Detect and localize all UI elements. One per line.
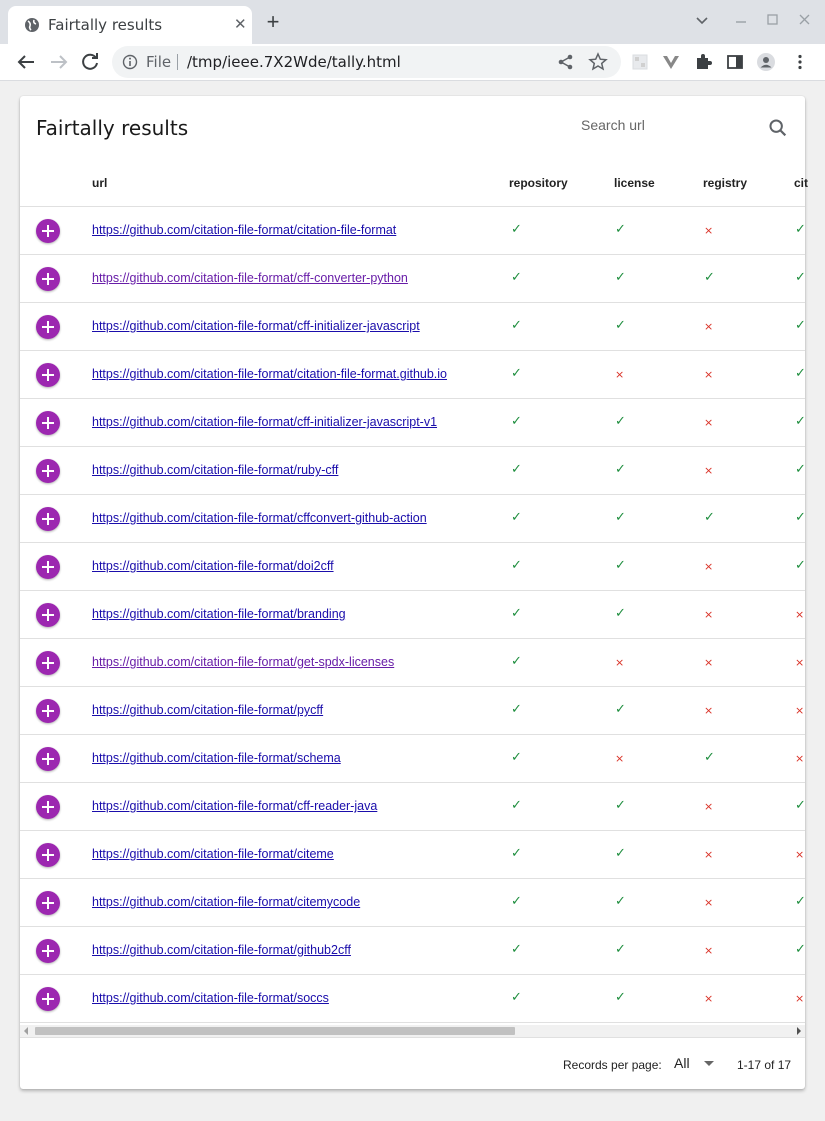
registry-status-icon: × [704, 416, 714, 429]
search-icon[interactable] [767, 117, 789, 139]
license-status-icon: ✓ [615, 702, 626, 717]
citation-status-icon: ✓ [795, 318, 806, 333]
table-row [20, 879, 805, 927]
registry-status-icon: × [704, 704, 714, 717]
pagination-range: 1-17 of 17 [737, 1058, 792, 1072]
license-status-icon: ✓ [615, 414, 626, 429]
repository-status-icon: ✓ [511, 606, 522, 621]
expand-row-plus-icon[interactable] [36, 795, 60, 819]
table-row [20, 303, 805, 351]
repository-status-icon: ✓ [511, 750, 522, 765]
expand-row-plus-icon[interactable] [36, 939, 60, 963]
table-row [20, 591, 805, 639]
citation-status-icon: × [795, 656, 805, 669]
registry-status-icon: × [704, 224, 714, 237]
registry-status-icon: × [704, 464, 714, 477]
records-per-page-select[interactable]: All [674, 1055, 690, 1071]
citation-status-icon: ✓ [795, 366, 806, 381]
registry-status-icon: × [704, 800, 714, 813]
license-status-icon: ✓ [615, 510, 626, 525]
bookmark-star-icon[interactable] [588, 52, 608, 72]
share-icon[interactable] [556, 52, 576, 72]
license-status-icon: ✓ [615, 270, 626, 285]
table-row [20, 207, 805, 255]
window-close-icon[interactable] [799, 14, 810, 25]
repo-url-link[interactable]: https://github.com/citation-file-format/cff-reader-java [92, 799, 378, 813]
license-status-icon: ✓ [615, 798, 626, 813]
expand-row-plus-icon[interactable] [36, 747, 60, 771]
records-per-page-label: Records per page: [563, 1058, 662, 1072]
repository-status-icon: ✓ [511, 366, 522, 381]
column-header-url[interactable]: url [92, 176, 108, 190]
repository-status-icon: ✓ [511, 270, 522, 285]
dropdown-caret-icon[interactable] [704, 1061, 714, 1066]
column-header-license[interactable]: license [614, 176, 655, 190]
results-card [20, 96, 809, 1089]
repo-url-link[interactable]: https://github.com/citation-file-format/get-spdx-licenses [92, 655, 395, 669]
browser-tab[interactable] [8, 6, 252, 44]
table-row [20, 351, 805, 399]
registry-status-icon: × [704, 320, 714, 333]
address-bar[interactable] [112, 46, 621, 78]
registry-status-icon: × [704, 656, 714, 669]
registry-status-icon: × [704, 944, 714, 957]
table-row [20, 975, 805, 1023]
search-box[interactable] [581, 113, 791, 143]
repository-status-icon: ✓ [511, 942, 522, 957]
expand-row-plus-icon[interactable] [36, 219, 60, 243]
repo-url-link[interactable]: https://github.com/citation-file-format/branding [92, 607, 346, 621]
citation-status-icon: ✓ [795, 510, 806, 525]
scrollbar-thumb[interactable] [35, 1027, 515, 1035]
repo-url-link[interactable]: https://github.com/citation-file-format/citation-file-format.github.io [92, 367, 448, 381]
expand-row-plus-icon[interactable] [36, 411, 60, 435]
repo-url-link[interactable]: https://github.com/citation-file-format/cffconvert-github-action [92, 511, 427, 525]
repo-url-link[interactable]: https://github.com/citation-file-format/ruby-cff [92, 463, 339, 477]
citation-status-icon: ✓ [795, 894, 806, 909]
column-header-registry[interactable]: registry [703, 176, 748, 190]
side-panel-icon[interactable] [725, 52, 745, 72]
table-row [20, 927, 805, 975]
registry-status-icon: × [704, 896, 714, 909]
page-content [0, 81, 825, 1121]
expand-row-plus-icon[interactable] [36, 891, 60, 915]
license-status-icon: ✓ [615, 462, 626, 477]
citation-status-icon: × [795, 848, 805, 861]
citation-status-icon: × [795, 608, 805, 621]
repository-status-icon: ✓ [511, 846, 522, 861]
citation-status-icon: ✓ [795, 558, 806, 573]
url-scheme-label: File [146, 53, 172, 71]
expand-row-plus-icon[interactable] [36, 315, 60, 339]
license-status-icon: ✓ [615, 558, 626, 573]
repository-status-icon: ✓ [511, 702, 522, 717]
search-input[interactable] [581, 117, 751, 133]
license-status-icon: × [615, 752, 625, 765]
expand-row-plus-icon[interactable] [36, 843, 60, 867]
registry-status-icon: × [704, 992, 714, 1005]
citation-status-icon: ✓ [795, 222, 806, 237]
citation-status-icon: × [795, 992, 805, 1005]
table-row [20, 735, 805, 783]
expand-row-plus-icon[interactable] [36, 699, 60, 723]
repo-url-link[interactable]: https://github.com/citation-file-format/cff-initializer-javascript [92, 319, 420, 333]
table-header [20, 157, 809, 207]
reload-icon[interactable] [78, 50, 102, 74]
citation-status-icon: × [795, 752, 805, 765]
repository-status-icon: ✓ [511, 798, 522, 813]
expand-row-plus-icon[interactable] [36, 651, 60, 675]
table-row [20, 639, 805, 687]
license-status-icon: × [615, 656, 625, 669]
scroll-left-arrow-icon[interactable] [24, 1027, 28, 1035]
registry-status-icon: × [704, 608, 714, 621]
horizontal-scrollbar[interactable] [20, 1025, 805, 1037]
repository-status-icon: ✓ [511, 414, 522, 429]
repo-url-link[interactable]: https://github.com/citation-file-format/cff-converter-python [92, 271, 408, 285]
repository-status-icon: ✓ [511, 318, 522, 333]
table-row [20, 399, 805, 447]
repo-url-link[interactable]: https://github.com/citation-file-format/github2cff [92, 943, 351, 957]
repository-status-icon: ✓ [511, 654, 522, 669]
url-text[interactable]: /tmp/ieee.7X2Wde/tally.html [187, 53, 401, 71]
repository-status-icon: ✓ [511, 222, 522, 237]
minimize-icon[interactable] [735, 20, 747, 24]
maximize-icon[interactable] [767, 14, 778, 25]
registry-status-icon: ✓ [704, 510, 715, 525]
more-menu-icon[interactable] [790, 52, 810, 72]
table-row [20, 831, 805, 879]
back-arrow-icon[interactable] [14, 50, 38, 74]
license-status-icon: ✓ [615, 942, 626, 957]
url-separator [177, 54, 178, 70]
column-header-citation[interactable]: cit [794, 176, 809, 190]
repo-url-link[interactable]: https://github.com/citation-file-format/soccs [92, 991, 329, 1005]
table-row [20, 255, 805, 303]
profile-avatar-icon[interactable] [756, 52, 776, 72]
repo-url-link[interactable]: https://github.com/citation-file-format/cff-initializer-javascript-v1 [92, 415, 438, 429]
vue-devtools-icon[interactable] [661, 52, 681, 72]
info-icon[interactable] [122, 54, 138, 70]
citation-status-icon: ✓ [795, 798, 806, 813]
expand-row-plus-icon[interactable] [36, 459, 60, 483]
repository-status-icon: ✓ [511, 510, 522, 525]
new-tab-button[interactable]: + [266, 9, 280, 34]
citation-status-icon: ✓ [795, 270, 806, 285]
expand-row-plus-icon[interactable] [36, 987, 60, 1011]
table-footer [20, 1037, 805, 1090]
registry-status-icon: × [704, 848, 714, 861]
citation-status-icon: × [795, 704, 805, 717]
repository-status-icon: ✓ [511, 894, 522, 909]
registry-status-icon: ✓ [704, 270, 715, 285]
citation-status-icon: ✓ [795, 942, 806, 957]
globe-icon [24, 17, 40, 33]
scroll-right-arrow-icon[interactable] [797, 1027, 801, 1035]
table-row [20, 687, 805, 735]
close-tab-icon[interactable]: ✕ [234, 16, 247, 33]
expand-row-plus-icon[interactable] [36, 603, 60, 627]
registry-status-icon: ✓ [704, 750, 715, 765]
chevron-down-icon[interactable] [696, 16, 708, 26]
repository-status-icon: ✓ [511, 558, 522, 573]
citation-status-icon: ✓ [795, 414, 806, 429]
tab-title: Fairtally results [48, 16, 163, 34]
expand-row-plus-icon[interactable] [36, 363, 60, 387]
license-status-icon: ✓ [615, 222, 626, 237]
tab-strip [0, 0, 825, 44]
repo-url-link[interactable]: https://github.com/citation-file-format/schema [92, 751, 341, 765]
column-header-repository[interactable]: repository [509, 176, 568, 190]
license-status-icon: ✓ [615, 846, 626, 861]
license-status-icon: ✓ [615, 990, 626, 1005]
citation-status-icon: ✓ [795, 462, 806, 477]
registry-status-icon: × [704, 560, 714, 573]
table-row [20, 495, 805, 543]
browser-toolbar [0, 44, 825, 80]
repo-url-link[interactable]: https://github.com/citation-file-format/pycff [92, 703, 324, 717]
page-title: Fairtally results [36, 116, 189, 140]
forward-arrow-icon[interactable] [47, 50, 71, 74]
repo-url-link[interactable]: https://github.com/citation-file-format/citemycode [92, 895, 361, 909]
repo-url-link[interactable]: https://github.com/citation-file-format/doi2cff [92, 559, 334, 573]
repo-url-link[interactable]: https://github.com/citation-file-format/citeme [92, 847, 334, 861]
expand-row-plus-icon[interactable] [36, 555, 60, 579]
registry-status-icon: × [704, 368, 714, 381]
license-status-icon: ✓ [615, 318, 626, 333]
license-status-icon: ✓ [615, 894, 626, 909]
license-status-icon: ✓ [615, 606, 626, 621]
table-row [20, 447, 805, 495]
license-status-icon: × [615, 368, 625, 381]
table-row [20, 783, 805, 831]
expand-row-plus-icon[interactable] [36, 267, 60, 291]
repository-status-icon: ✓ [511, 990, 522, 1005]
repository-status-icon: ✓ [511, 462, 522, 477]
expand-row-plus-icon[interactable] [36, 507, 60, 531]
repo-url-link[interactable]: https://github.com/citation-file-format/citation-file-format [92, 223, 397, 237]
extension-grid-icon[interactable] [630, 52, 650, 72]
puzzle-extensions-icon[interactable] [693, 52, 713, 72]
table-row [20, 543, 805, 591]
